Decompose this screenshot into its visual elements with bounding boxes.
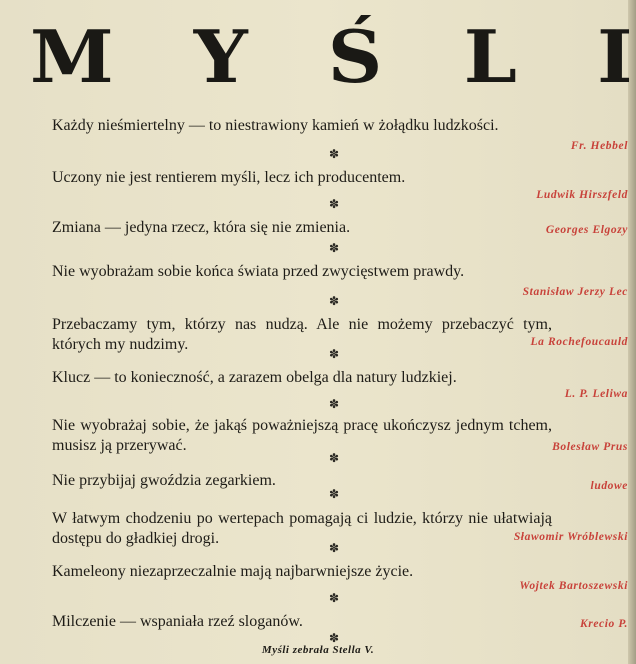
title-letter: Ś [328,14,383,99]
title-letter: Y [193,14,248,99]
quote-author: Georges Elgozy [545,224,628,236]
quote-text: Zmiana — jedyna rzecz, która się nie zmienia. [52,219,351,236]
quote-item [52,168,630,188]
asterisk-ornament-icon: ✽ [328,451,340,465]
quote-text: W łatwym chodzeniu po wertepach pomagają ci ludzie, którzy nie ułatwiają dostępu do gładkiej drogi. [52,510,552,547]
asterisk-ornament-icon: ✽ [328,397,340,411]
quote-author: Krecio P. [580,618,628,630]
quote-text: Klucz — to konieczność, a zarazem obelga dla natury ludzkiej. [52,369,457,386]
quote-text: Uczony nie jest rentierem myśli, lecz ich producentem. [52,169,406,186]
asterisk-ornament-icon: ✽ [328,147,340,161]
asterisk-ornament-icon: ✽ [328,487,340,501]
quote-author: La Rochefoucauld [530,336,628,348]
quote-text: Nie przybijaj gwoździa zegarkiem. [52,472,276,489]
quote-text: Kameleony niezaprzeczalnie mają najbarwniejsze życie. [52,563,414,580]
quote-text: Nie wyobrażaj sobie, że jakąś poważniejszą pracę ukończysz jednym tchem, musisz ją przerywać. [52,417,552,454]
asterisk-ornament-icon: ✽ [328,541,340,555]
quote-text: Każdy nieśmiertelny — to niestrawiony kamień w żołądku ludzkości. [52,117,499,134]
quote-item [52,562,630,582]
asterisk-ornament-icon: ✽ [328,241,340,255]
quote-text: Nie wyobrażam sobie końca świata przed zwycięstwem prawdy. [52,263,465,280]
quote-item [52,368,630,388]
quote-author: Fr. Hebbel [570,140,628,152]
quote-text: Przebaczamy tym, którzy nas nudzą. Ale nie możemy przebaczyć tym, których my nudzimy. [52,316,552,353]
asterisk-ornament-icon: ✽ [328,347,340,361]
quote-author: ludowe [590,480,628,492]
quote-item [52,116,630,136]
asterisk-ornament-icon: ✽ [328,294,340,308]
asterisk-ornament-icon: ✽ [328,591,340,605]
asterisk-ornament-icon: ✽ [328,631,340,645]
quote-text: Milczenie — wspaniała rzeź sloganów. [52,613,303,630]
page-title [30,14,633,99]
quote-author: L. P. Leliwa [564,388,628,400]
title-letter: M [30,14,114,99]
quote-author: Sławomir Wróblewski [513,531,628,543]
quote-author: Bolesław Prus [552,441,628,453]
quote-item [52,218,630,238]
quote-item [52,612,630,632]
compiler-credit: Myśli zebrała Stella V. [261,644,375,656]
quote-item [52,416,630,456]
title-letter: I [597,14,633,99]
title-letter: L [463,14,517,99]
quote-author: Wojtek Bartoszewski [519,580,628,592]
quote-author: Stanisław Jerzy Lec [522,286,628,298]
asterisk-ornament-icon: ✽ [328,197,340,211]
quote-item [52,262,630,282]
quote-author: Ludwik Hirszfeld [536,189,628,201]
